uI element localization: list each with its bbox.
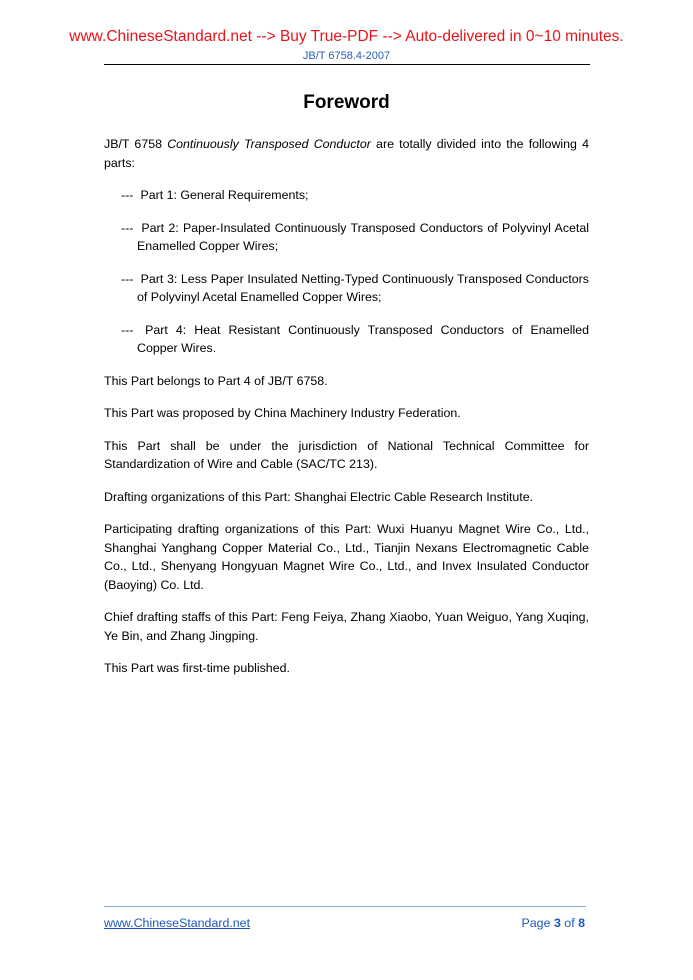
footer-divider — [104, 906, 586, 907]
header-divider — [104, 64, 590, 65]
promo-banner: www.ChineseStandard.net --> Buy True-PDF --> Auto-delivered in 0~10 minutes. — [69, 28, 624, 45]
page-title: Foreword — [303, 92, 390, 113]
part-text: Part 1: General Requirements; — [140, 188, 309, 202]
part-list-item — [104, 321, 589, 358]
part-list-item — [104, 270, 589, 307]
list-dash: --- — [121, 220, 134, 235]
list-dash: --- — [121, 271, 134, 286]
body-paragraph: Participating drafting organizations of this Part: Wuxi Huanyu Magnet Wire Co., Ltd., Shanghai Yanghang Copper Material Co., Ltd., Tianjin Nexans Electromagnetic Cable Co., Ltd., Shenyang Hongyuan Magnet Wire Co., Ltd., and Invex Insulated Conductor (Baoying) Co. Ltd. — [104, 522, 589, 592]
page-label: Page — [521, 916, 551, 930]
intro-italic-title: Continuously Transposed Conductor — [167, 137, 371, 151]
body-paragraph: This Part was first-time published. — [104, 661, 290, 675]
part-text: Part 4: Heat Resistant Continuously Transposed Conductors of Enamelled Copper Wires. — [137, 322, 589, 355]
footer-website-link[interactable]: www.ChineseStandard.net — [104, 916, 251, 930]
part-list-item — [104, 219, 589, 256]
body-paragraph: Chief drafting staffs of this Part: Feng Feiya, Zhang Xiaobo, Yuan Weiguo, Yang Xuqing, Ye Bin, and Zhang Jingping. — [104, 610, 589, 643]
list-dash: --- — [121, 322, 134, 337]
body-paragraph: Drafting organizations of this Part: Shanghai Electric Cable Research Institute. — [104, 489, 534, 504]
intro-prefix: JB/T 6758 — [104, 137, 168, 151]
page-total: 8 — [578, 916, 585, 930]
page-current: 3 — [553, 916, 561, 930]
document-id: JB/T 6758.4-2007 — [302, 50, 391, 62]
body-paragraph: This Part was proposed by China Machinery Industry Federation. — [104, 406, 461, 420]
document-body — [104, 135, 589, 692]
body-paragraph: This Part belongs to Part 4 of JB/T 6758. — [104, 373, 328, 388]
part-text: Part 3: Less Paper Insulated Netting-Typed Continuously Transposed Conductors of Polyvinyl Acetal Enamelled Copper Wires; — [137, 271, 589, 304]
part-text: Part 2: Paper-Insulated Continuously Transposed Conductors of Polyvinyl Acetal Enamelled Copper Wires; — [137, 220, 589, 253]
page-of: of — [564, 916, 575, 930]
list-dash: --- — [121, 188, 134, 202]
intro-paragraph — [104, 135, 589, 172]
intro-suffix: are totally divided into the following 4 parts: — [104, 137, 590, 170]
part-list-item — [104, 186, 589, 205]
body-paragraph: This Part shall be under the jurisdiction of National Technical Committee for Standardization of Wire and Cable (SAC/TC 213). — [104, 438, 589, 471]
page-number — [522, 916, 585, 930]
